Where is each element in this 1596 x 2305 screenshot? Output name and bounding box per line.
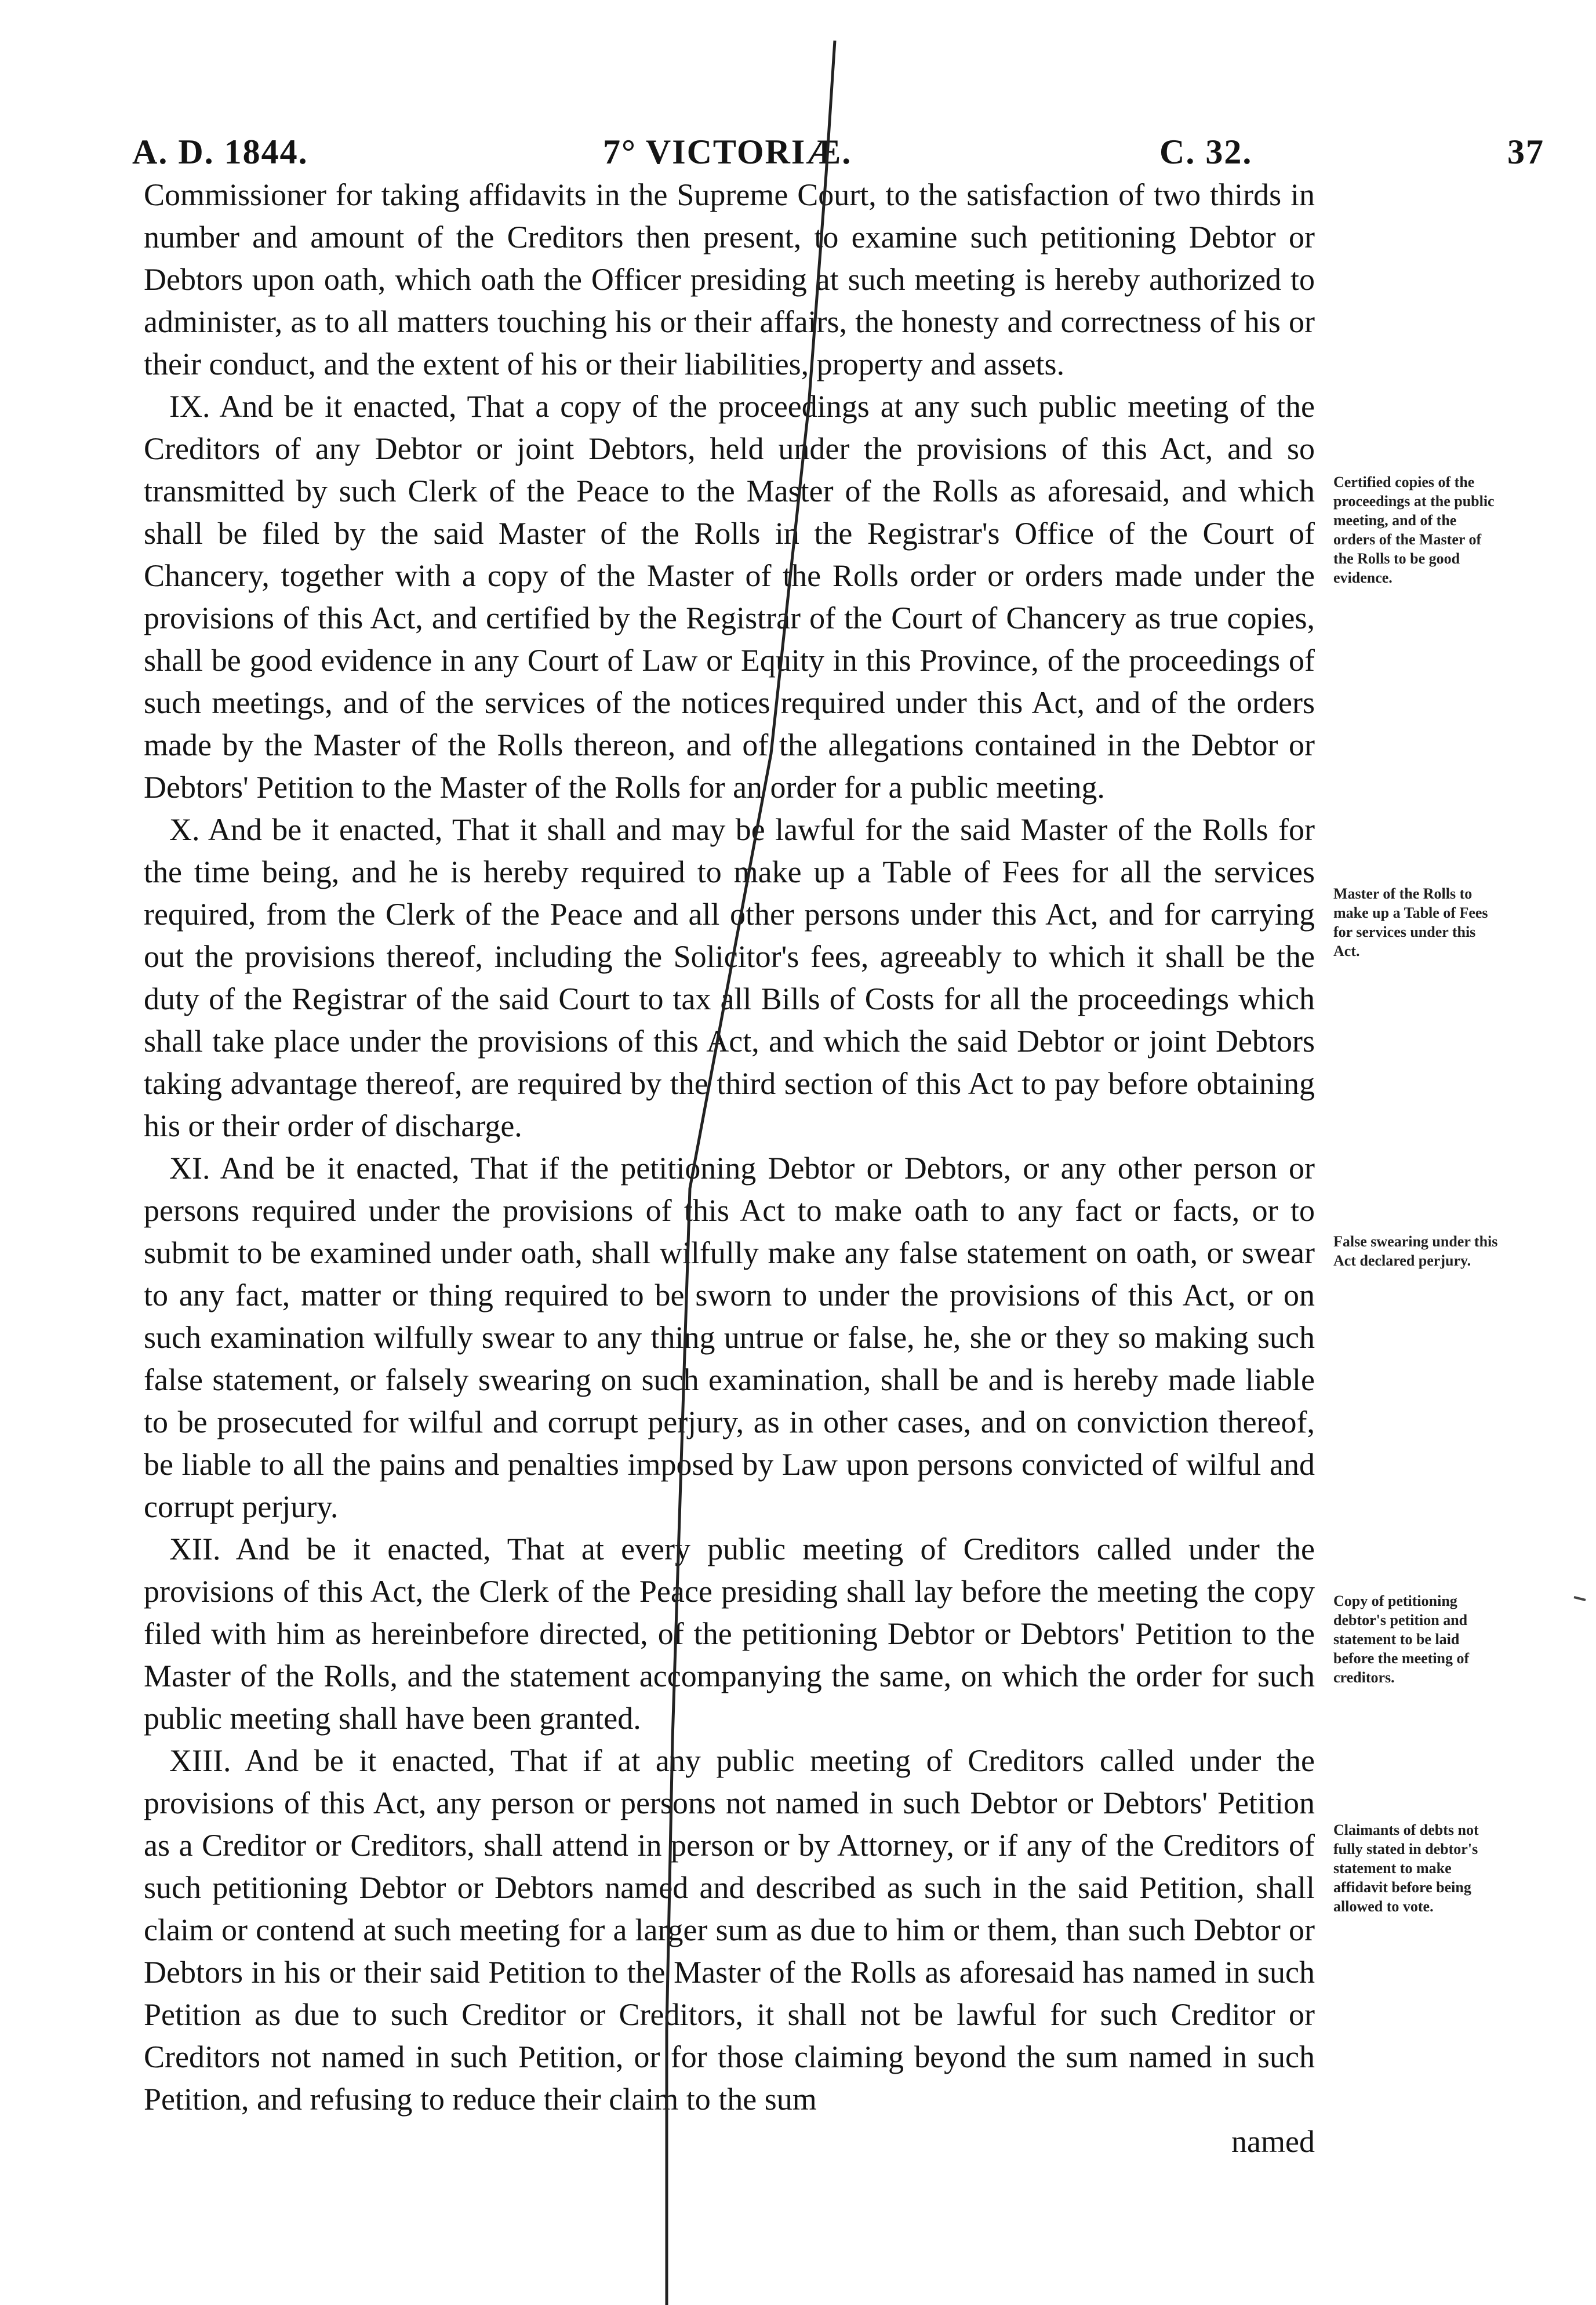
- marginal-note-section-xiii: Claimants of debts not fully stated in debtor's statement to make affidavit before being allowed to vote.: [1333, 1822, 1479, 1915]
- page-number: 37: [1507, 133, 1544, 171]
- section-ix: IX. And be it enacted, That a copy of the proceedings at any such public meeting of the Creditors of any Debtor or joint Debtors, held under the provisions of this Act, and so transmitted by such Clerk of the Peace to the Master of the Rolls as aforesaid, and which shall be filed by the said Master of the Rolls in the Registrar's Office of the Court of Chancery, together with a copy of the Master of the Rolls order or orders made under the provisions of this Act, and certified by the Registrar of the Court of Chancery as true copies, shall be good evidence in any Court of Law or Equity in this Province, of the proceedings of such meetings, and of the services of the notices required under this Act, and of the orders made by the Master of the Rolls thereon, and of the allegations contained in the Debtor or Debtors' Petition to the Master of the Rolls for an order for a public meeting.: [144, 389, 1315, 805]
- section-x: X. And be it enacted, That it shall and may be lawful for the said Master of the Rolls for the time being, and he is hereby required to make up a Table of Fees for all the services required, from the Clerk of the Peace and all other persons under this Act, and for carrying out the provisions thereof, including the Solicitor's fees, agreeably to which it shall be the duty of the Registrar of the said Court to tax all Bills of Costs for all the proceedings which shall take place under the provisions of this Act, and which the said Debtor or joint Debtors taking advantage thereof, are required by the third section of this Act to pay before obtaining his or their order of discharge.: [144, 812, 1315, 1143]
- catchword: named: [1231, 2124, 1315, 2159]
- marginal-note-section-xi: False swearing under this Act declared perjury.: [1333, 1233, 1498, 1269]
- marginal-note-section-x: Master of the Rolls to make up a Table of Fees for services under this Act.: [1333, 885, 1488, 959]
- statute-body: [144, 174, 1315, 2163]
- year-label: A. D. 1844.: [132, 133, 308, 171]
- regnal-year: 7° VICTORIÆ.: [603, 133, 852, 171]
- marginal-note-section-xii: Copy of petitioning debtor's petition and statement to be laid before the meeting of creditors.: [1333, 1593, 1470, 1686]
- chapter-number: C. 32.: [1159, 133, 1253, 171]
- marginal-note-section-ix: Certified copies of the proceedings at the public meeting, and of the orders of the Master of the Rolls to be good evidence.: [1333, 474, 1495, 586]
- section-xiii: XIII. And be it enacted, That if at any public meeting of Creditors called under the provisions of this Act, any person or persons not named in such Debtor or Debtors' Petition as a Creditor or Creditors, shall attend in person or by Attorney, or if any of the Creditors of such petitioning Debtor or Debtors named and described as such in the said Petition, shall claim or contend at such meeting for a larger sum as due to him or them, than such Debtor or Debtors in his or their said Petition to the Master of the Rolls as aforesaid has named in such Petition as due to such Creditor or Creditors, it shall not be lawful for such Creditor or Creditors not named in such Petition, or for those claiming beyond the sum named in such Petition, and refusing to reduce their claim to the sum: [144, 1743, 1315, 2117]
- section-xii: XII. And be it enacted, That at every public meeting of Creditors called under the provisions of this Act, the Clerk of the Peace presiding shall lay before the meeting the copy filed with him as hereinbefore directed, of the petitioning Debtor or Debtors' Petition to the Master of the Rolls, and the statement accompanying the same, on which the order for such public meeting shall have been granted.: [144, 1532, 1315, 1736]
- section-xi: XI. And be it enacted, That if the petitioning Debtor or Debtors, or any other person or persons required under the provisions of this Act to make oath to any fact or facts, or to submit to be examined under oath, shall wilfully make any false statement on oath, or swear to any fact, matter or thing required to be sworn to under the provisions of this Act, or on such examination wilfully swear to any thing untrue or false, he, she or they so making such false statement, or falsely swearing on such examination, shall be and is hereby made liable to be prosecuted for wilful and corrupt perjury, as in other cases, and on conviction thereof, be liable to all the pains and penalties imposed by Law upon persons convicted of wilful and corrupt perjury.: [144, 1151, 1315, 1524]
- paragraph-continuation: Commissioner for taking affidavits in the Supreme Court, to the satisfaction of two thirds in number and amount of the Creditors then present, to examine such petitioning Debtor or Debtors upon oath, which oath the Officer presiding at such meeting is hereby authorized to administer, as to all matters touching his or their affairs, the honesty and correctness of his or their conduct, and the extent of his or their liabilities, property and assets.: [144, 177, 1315, 381]
- pen-stroke-tick: [1574, 1597, 1586, 1600]
